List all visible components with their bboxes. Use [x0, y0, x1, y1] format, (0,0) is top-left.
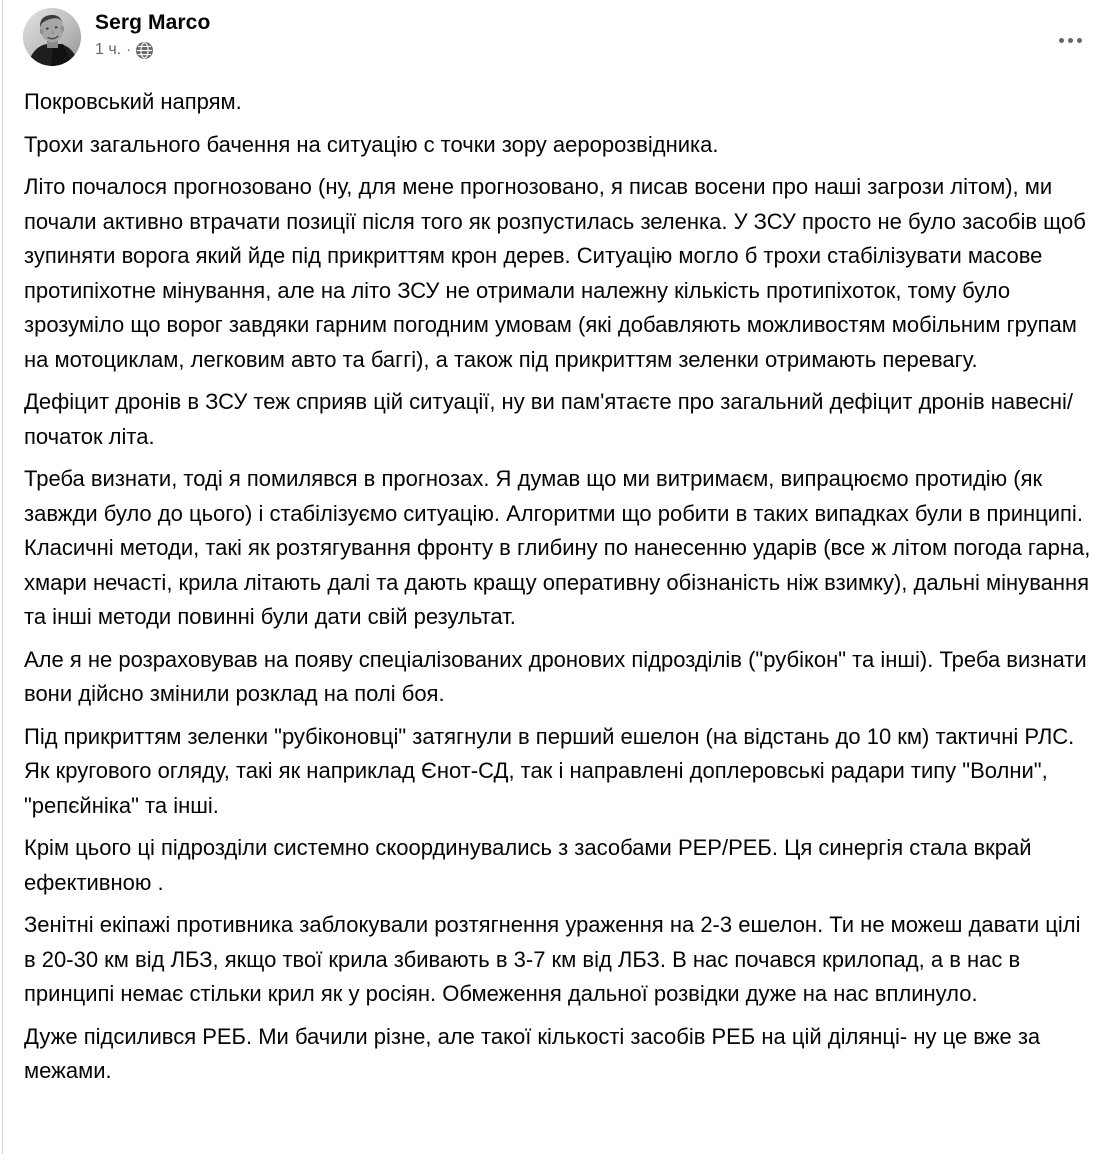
post-paragraph: Дефіцит дронів в ЗСУ теж сприяв цій ситуації, ну ви пам'ятаєте про загальний дефіцит дронів навесні/початок літа. [24, 389, 1073, 449]
post-paragraph: Літо почалося прогнозовано (ну, для мене прогнозовано, я писав восени про наші загрози літом), ми почали активно втрачати позиції після того як розпустилась зеленка. У ЗСУ просто не було засобів щоб зупиняти ворога який йде під прикриттям крон дерев. Ситуацію могло б трохи стабілізувати масове протипіхотне мінування, але на літо ЗСУ не отримали належну кількість протипіхоток, тому було зрозуміло що ворог завдяки гарним погодним умовам (які добавляють можливостям мобільним групам на мотоциклам, легковим авто та баггі), а також під прикриттям зеленки отримають перевагу. [24, 174, 1086, 372]
post-paragraph: Треба визнати, тоді я помилявся в прогнозах. Я думав що ми витримаєм, випрацюємо протидію (як завжди було до цього) і стабілізуємо ситуацію. Алгоритми що робити в таких випадках були в принципі. Класичні методи, такі як розтягування фронту в глибину по нанесенню ударів (все ж літом погода гарна, хмари нечасті, крила літають далі та дають кращу оперативну обізнаність ніж взимку), дальні мінування та інші методи повинні були дати свій результат. [24, 466, 1091, 629]
globe-icon [136, 42, 153, 59]
post-paragraph: Але я не розраховував на появу спеціалізованих дронових підрозділів ("рубікон" та інші). Треба визнати вони дійсно змінили розклад на полі боя. [24, 646, 1087, 706]
post-paragraph: Дуже підсилився РЕБ. Ми бачили різне, але такої кількості засобів РЕБ на цій ділянці- ну це вже за межами. [24, 1023, 1041, 1083]
post-body [0, 85, 1120, 1089]
author-name[interactable]: Serg Marco [95, 11, 211, 34]
more-options-button[interactable] [1053, 32, 1088, 49]
post-card-left-border [2, 0, 3, 1154]
post-paragraph: Крім цього ці підрозділи системно скоординувались з засобами РЕР/РЕБ. Ця синергія стала вкрай ефективною . [24, 835, 1032, 895]
post-paragraph: Під прикриттям зеленки "рубіконовці" затягнули в перший ешелон (на відстань до 10 км) тактичні РЛС. Як кругового огляду, такі як наприклад Єнот-СД, так і направлені доплеровські радари типу "Волни", "репєйніка" та інші. [24, 723, 1075, 818]
timestamp[interactable]: 1 ч. [95, 41, 122, 58]
post-meta [95, 41, 210, 59]
post-header [0, 0, 1120, 66]
post-paragraph: Зенітні екіпажі противника заблокували розтягнення ураження на 2-3 ешелон. Ти не можеш давати цілі в 20-30 км від ЛБЗ, якщо твої крила збивають в 3-7 км від ЛБЗ. В нас почався крилопад, а в нас в принципі немає стільки крил як у росіян. Обмеження дальної розвідки дуже на нас вплинуло. [24, 912, 1081, 1006]
header-text [95, 8, 210, 59]
meta-separator: · [126, 41, 132, 58]
ellipsis-dot [1077, 38, 1082, 43]
avatar[interactable] [23, 8, 81, 66]
avatar-photo [23, 8, 81, 66]
post-paragraph: Покровський напрям. [24, 89, 242, 114]
post-paragraph: Трохи загального бачення на ситуацію с точки зору аеророзвідника. [24, 131, 719, 157]
ellipsis-dot [1059, 38, 1064, 43]
ellipsis-dot [1068, 38, 1073, 43]
